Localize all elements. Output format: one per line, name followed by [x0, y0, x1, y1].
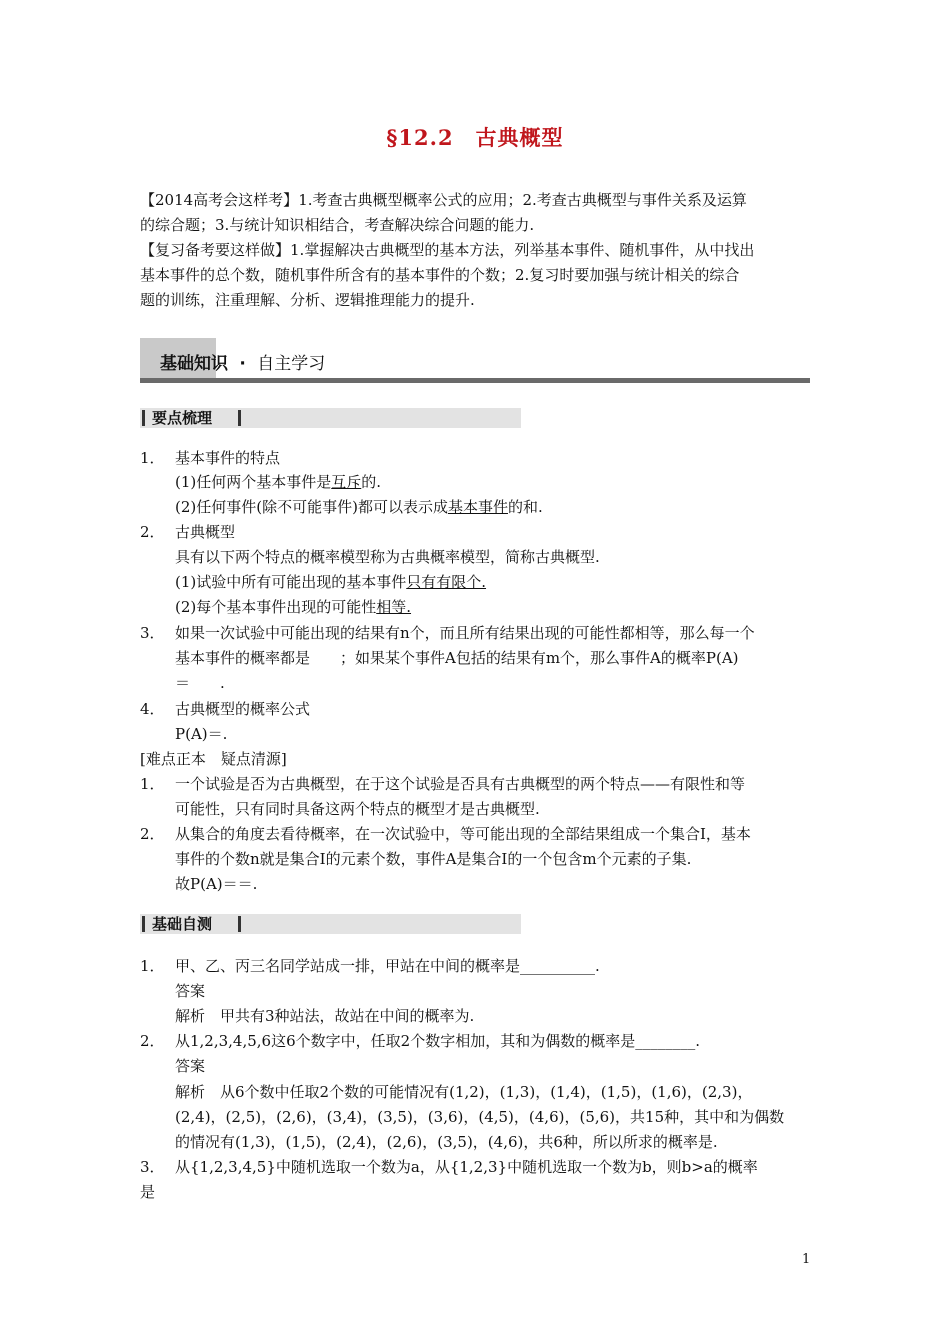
question-number: 1． — [140, 957, 165, 975]
item-line: 如果一次试验中可能出现的结果有n个，而且所有结果出现的可能性都相等，那么每一个 — [175, 624, 755, 642]
banner-bold: 基础知识 — [160, 354, 228, 374]
formula: P(A)＝. — [175, 725, 228, 743]
item-number: 1． — [140, 449, 165, 467]
heading-bar — [142, 916, 145, 932]
item-line: 从集合的角度去看待概率，在一次试验中，等可能出现的全部结果组成一个集合I，基本 — [175, 825, 751, 843]
section-heading-key-points — [140, 408, 521, 428]
item-number: 2． — [140, 523, 165, 541]
page-number: 1 — [802, 1252, 811, 1267]
item-number: 3． — [140, 624, 165, 642]
item-line: 可能性，只有同时具备这两个特点的概型才是古典概型. — [175, 800, 540, 818]
analysis-text: 解析 从6个数中任取2个数的可能情况有(1,2)，(1,3)，(1,4)，(1,5)，(1,6)，(2,3)， — [175, 1083, 753, 1101]
answer-label: 答案 — [175, 982, 206, 1000]
item-title: 古典概型的概率公式 — [175, 700, 311, 718]
banner-text — [160, 349, 325, 374]
question-text: 甲、乙、丙三名同学站成一排，甲站在中间的概率是__________. — [175, 957, 600, 975]
banner-rule — [140, 378, 810, 383]
review-line: 1.掌握解决古典概型的基本方法，列举基本事件、随机事件，从中找出 — [290, 241, 755, 259]
item-line: (1)试验中所有可能出现的基本事件只有有限个. — [175, 573, 487, 591]
underlined-answer: 只有有限个. — [406, 573, 487, 591]
heading-bar — [142, 410, 145, 426]
item-line: (1)任何两个基本事件是互斥的. — [175, 473, 382, 491]
analysis-text: (2,4)，(2,5)，(2,6)，(3,4)，(3,5)，(3,6)，(4,5)，(4,6)，(5,6)，共15种，其中和为偶数 — [175, 1108, 785, 1126]
exam-tag: 【2014高考会这样考】 — [140, 191, 299, 209]
review-line: 基本事件的总个数，随机事件所含有的基本事件的个数；2.复习时要加强与统计相关的综合 — [140, 266, 740, 284]
item-line: 事件的个数n就是集合I的元素个数，事件A是集合I的一个包含m个元素的子集. — [175, 850, 692, 868]
item-number: 4． — [140, 700, 165, 718]
item-number: 2． — [140, 825, 165, 843]
heading-label: 要点梳理 — [152, 409, 213, 427]
subheading: [难点正本 疑点清源] — [140, 750, 287, 768]
exam-line: 的综合题；3.与统计知识相结合，考查解决综合问题的能力. — [140, 216, 535, 234]
item-title: 古典概型 — [175, 523, 236, 541]
item-number: 1． — [140, 775, 165, 793]
heading-label: 基础自测 — [152, 915, 213, 933]
item-line: ＝ . — [175, 674, 225, 692]
review-line: 题的训练，注重理解、分析、逻辑推理能力的提升. — [140, 291, 475, 309]
item-line: 故P(A)＝＝. — [175, 875, 258, 893]
banner-dot: · — [239, 354, 246, 374]
banner-rest: 自主学习 — [257, 354, 326, 374]
question-text: 是 — [140, 1183, 156, 1201]
underlined-answer: 相等. — [376, 598, 412, 616]
exam-info-block — [140, 188, 812, 313]
analysis-text: 的情况有(1,3)，(1,5)，(2,4)，(2,6)，(3,5)，(4,6)，共6种，所以所求的概率是. — [175, 1133, 718, 1151]
question-text: 从1,2,3,4,5,6这6个数字中，任取2个数字相加，其和为偶数的概率是________. — [175, 1032, 700, 1050]
question-text: 从{1,2,3,4,5}中随机选取一个数为a，从{1,2,3}中随机选取一个数为b，则b>a的概率 — [175, 1158, 758, 1176]
underlined-answer: 基本事件 — [447, 498, 508, 516]
item-line: 具有以下两个特点的概率模型称为古典概率模型，简称古典概型. — [175, 548, 600, 566]
analysis-text: 解析 甲共有3种站法，故站在中间的概率为. — [175, 1007, 475, 1025]
item-line: (2)每个基本事件出现的可能性相等. — [175, 598, 412, 616]
underlined-answer: 互斥 — [331, 473, 362, 491]
answer-label: 答案 — [175, 1057, 206, 1075]
section-heading-basic-test — [140, 914, 521, 934]
heading-bar — [238, 410, 241, 426]
question-number: 3． — [140, 1158, 165, 1176]
item-title: 基本事件的特点 — [175, 449, 281, 467]
page-title: §12.2 古典概型 — [386, 125, 564, 150]
section-banner — [140, 338, 810, 384]
item-line: 基本事件的概率都是 ；如果某个事件A包括的结果有m个，那么事件A的概率P(A) — [175, 649, 739, 667]
item-line: 一个试验是否为古典概型，在于这个试验是否具有古典概型的两个特点——有限性和等 — [175, 775, 746, 793]
review-tag: 【复习备考要这样做】 — [140, 241, 291, 259]
item-line: (2)任何事件(除不可能事件)都可以表示成基本事件的和. — [175, 498, 543, 516]
exam-line: 1.考查古典概型概率公式的应用；2.考查古典概型与事件关系及运算 — [298, 191, 747, 209]
question-number: 2． — [140, 1032, 165, 1050]
heading-bar — [238, 916, 241, 932]
